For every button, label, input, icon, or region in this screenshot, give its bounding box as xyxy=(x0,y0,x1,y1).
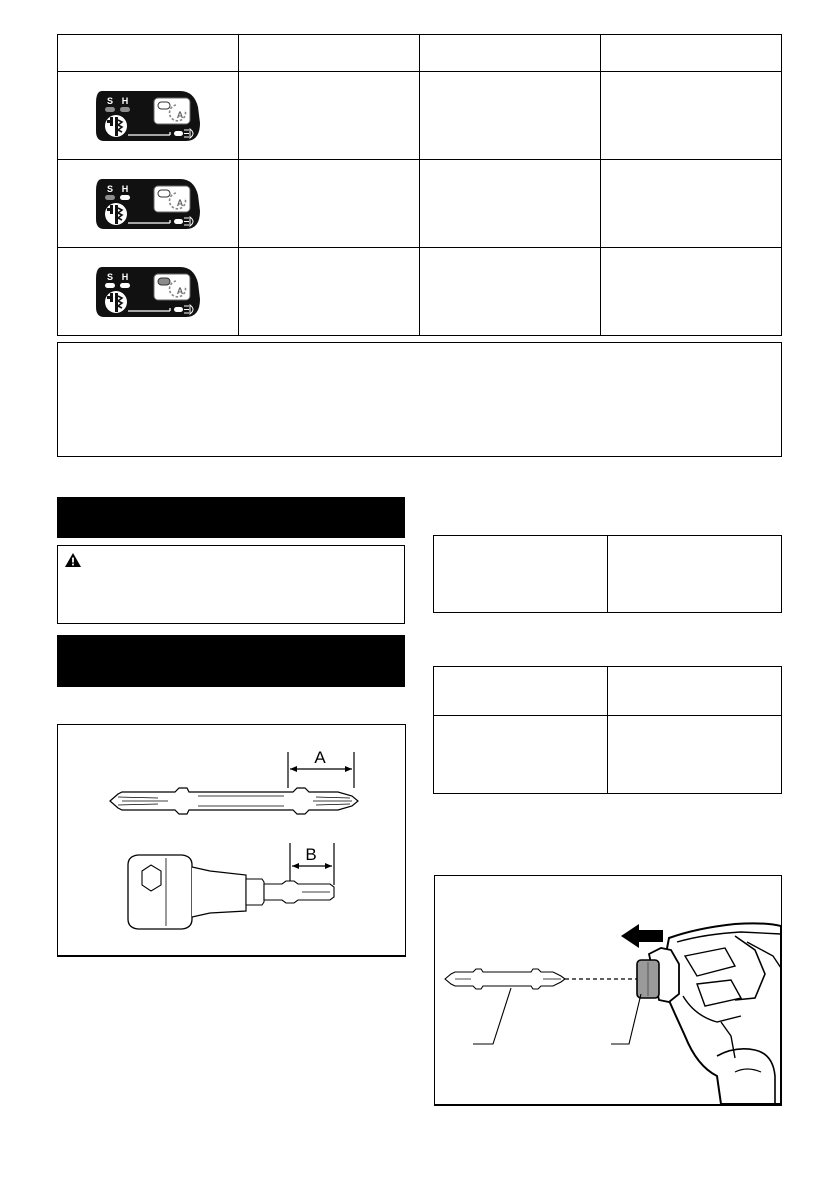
caution-box xyxy=(57,545,405,624)
mode-table-cell xyxy=(601,160,782,248)
auto-mode-lamp xyxy=(158,278,170,285)
mode-table-row xyxy=(58,160,782,248)
mode-table-header-row xyxy=(58,35,782,72)
dimension-b-label: B xyxy=(305,845,317,864)
mode-table-cell xyxy=(601,72,782,160)
mode-table-header-cell xyxy=(58,35,239,72)
bit-installation-figure xyxy=(434,875,782,1106)
s-mode-label: S xyxy=(106,95,114,106)
spec-table-cell xyxy=(608,536,782,613)
spec-table-cell xyxy=(434,716,608,794)
mode-table-row xyxy=(58,72,782,160)
bit-installation-drawing xyxy=(435,876,781,1104)
mode-table-cell xyxy=(239,160,420,248)
mode-table-cell xyxy=(239,248,420,336)
s-mode-lamp xyxy=(105,107,115,112)
mode-table-cell xyxy=(420,248,601,336)
auto-mode-label: A xyxy=(176,197,184,208)
light-lamp xyxy=(174,219,183,224)
auto-mode-label: A xyxy=(176,285,184,296)
mode-table-header-cell xyxy=(420,35,601,72)
switch-panel xyxy=(58,175,238,233)
s-mode-label: S xyxy=(106,271,114,282)
auto-mode-lamp xyxy=(158,102,170,109)
s-mode-lamp xyxy=(105,283,115,288)
bit-dimension-drawing xyxy=(58,725,405,955)
warning-icon xyxy=(64,552,82,568)
spec-table-cell xyxy=(434,667,608,716)
switch-panel xyxy=(58,263,238,321)
mode-table xyxy=(57,34,782,336)
switch-panel xyxy=(58,87,238,145)
mode-table-header-cell xyxy=(601,35,782,72)
mode-table-cell xyxy=(239,72,420,160)
spec-table-1 xyxy=(433,535,782,613)
light-lamp xyxy=(174,307,183,312)
auto-mode-lamp xyxy=(158,190,170,197)
h-mode-label: H xyxy=(121,183,129,194)
section-heading-bar xyxy=(57,635,405,687)
spec-table-cell xyxy=(434,536,608,613)
s-mode-label: S xyxy=(106,183,114,194)
h-mode-lamp xyxy=(120,283,130,288)
mode-table-cell xyxy=(601,248,782,336)
dimension-a-label: A xyxy=(314,748,326,767)
h-mode-lamp xyxy=(120,195,130,200)
bit-dimension-figure xyxy=(57,724,406,957)
mode-table-cell xyxy=(420,72,601,160)
mode-table-row xyxy=(58,248,782,336)
mode-table-header-cell xyxy=(239,35,420,72)
spec-table-cell xyxy=(608,716,782,794)
mode-panel-cell xyxy=(58,72,239,160)
light-lamp xyxy=(174,131,183,136)
section-heading-bar xyxy=(57,497,405,538)
h-mode-lamp xyxy=(120,107,130,112)
s-mode-lamp xyxy=(105,195,115,200)
h-mode-label: H xyxy=(121,271,129,282)
mode-panel-cell xyxy=(58,248,239,336)
h-mode-label: H xyxy=(121,95,129,106)
mode-panel-cell xyxy=(58,160,239,248)
spec-table-2 xyxy=(433,666,782,794)
mode-table-cell xyxy=(420,160,601,248)
spec-table-cell xyxy=(608,667,782,716)
note-box xyxy=(57,342,782,457)
auto-mode-label: A xyxy=(176,109,184,120)
